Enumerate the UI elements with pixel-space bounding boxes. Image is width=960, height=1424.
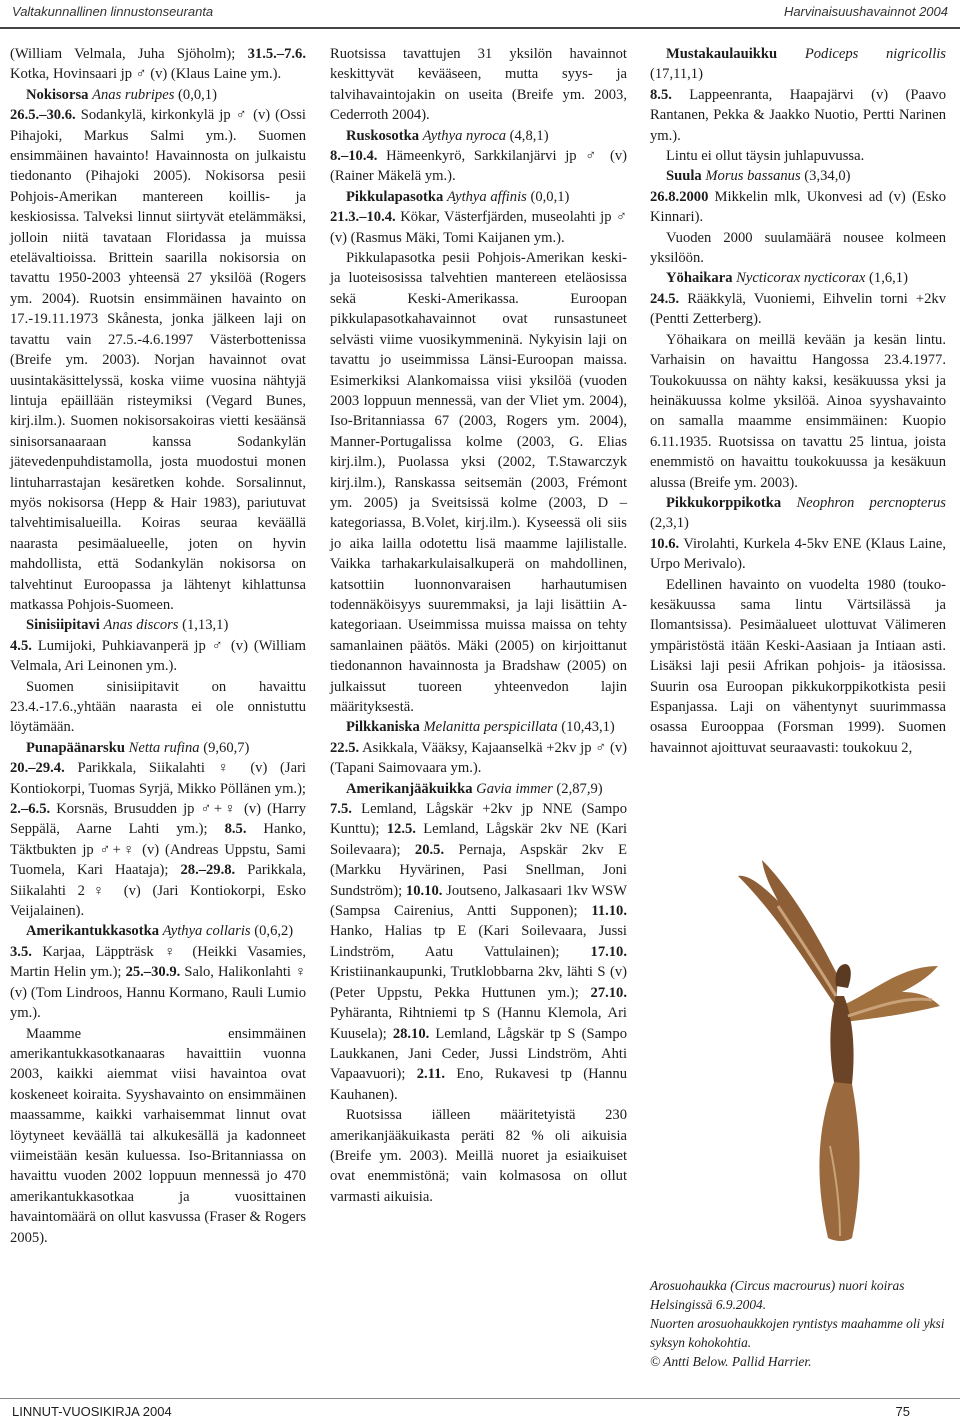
observation-record: [10, 44, 306, 85]
record-counts: (9,60,7): [199, 739, 250, 756]
observation-date: 4.5.: [10, 637, 32, 654]
observation-record: [650, 85, 946, 146]
record-counts: (17,11,1): [650, 66, 703, 83]
observation-date: 10.6.: [650, 535, 680, 552]
paragraph: Edellinen havainto on vuodelta 1980 (touko-kesäkuussa sama lintu Värtsilässä ja Ilomantsissa). Pesimäalueet ulottuvat Välimeren ympäristöstä itään Keski-Aasiaan ja Intiaan asti. Lisäksi laji pesii Afrikan pohjois- ja itäosissa. Suurin osa Euroopan pikkukorppikotkista pesii Espanjassa. Laji on vähentynyt suurimmassa osassa Eurooppaa (Forsman 1999). Suomen havainnot ajoittuvat seuraavasti: toukokuu 2,: [650, 576, 946, 756]
record-text: Asikkala, Vääksy, Kajaanselkä +2kv jp ♂ (v) (Tapani Saimovaara ym.).: [330, 739, 627, 777]
observation-record: [10, 636, 306, 677]
observation-record: [650, 534, 946, 575]
record-text: Joutseno, Jalkasaari 1kv WSW (Sampsa Cairenius, Antti Supponen);: [330, 882, 627, 920]
observation-date: 2.–6.5.: [10, 801, 51, 818]
observation-date: 10.10.: [405, 882, 443, 899]
species-name: Amerikanjääkuikka: [346, 780, 477, 797]
observation-date: 8.5.: [224, 821, 247, 838]
caption-credit: © Antti Below. Pallid Harrier.: [650, 1354, 812, 1369]
scientific-name: Anas rubripes: [92, 86, 175, 103]
paragraph: Maamme ensimmäinen amerikantukkasotkanaaras havaittiin vuonna 2003, kaikki aiemmat viisi havaintoa ovat koskeneet koiraita. Syyshavainto on ensimmäinen maassamme, kaikki varhaisemmat linnut ovat löytyneet keväällä tai alkukesällä ja kadonneet viimeistään kesän kuluessa. Iso-Britanniassa on havaittu vuoden 2002 loppuun mennessä jo 470 amerikantukkasotkaa ja vuosittainen havaintomäärä on ollut kasvussa (Fraser & Rogers 2005).: [10, 1025, 306, 1246]
scientific-name: Netta rufina: [128, 739, 200, 756]
page-header: [0, 0, 960, 24]
species-heading: [330, 717, 627, 737]
page-number: 75: [895, 1404, 910, 1419]
species-heading: [650, 493, 946, 534]
observation-record: [330, 738, 627, 779]
observation-date: 21.3.–10.4.: [330, 209, 396, 226]
observation-record: [330, 207, 627, 248]
observation-date: 25.–30.9.: [125, 964, 181, 981]
record-counts: (4,8,1): [506, 127, 549, 144]
species-name: Sinisiipitavi: [26, 617, 104, 634]
observation-date: 12.5.: [386, 821, 416, 838]
photo-caption: [650, 1276, 946, 1371]
observation-record: [650, 289, 946, 330]
observation-date: 3.5.: [10, 943, 32, 960]
record-text: Pernaja, Aspskär 2kv E (Markku Hyvärinen, Pasi Snellman, Joni Sundström);: [330, 841, 627, 899]
record-text: Salo, Halikonlahti ♀ (v) (Tom Lindroos, Hannu Kormano, Rauli Lumio ym.).: [10, 964, 306, 1022]
observation-record: [330, 146, 627, 187]
record-text: Korsnäs, Brusudden jp ♂+♀ (v) (Harry Seppälä, Aarne Lahti ym.);: [10, 801, 306, 838]
record-text: Ruotsissa tavattujen 31 yksilön havainnot keskittyvät kevääseen, mutta syys- ja talvihavaintojakin on useita (Breife ym. 2003, Cederroth 2004).: [330, 46, 627, 124]
observation-date: 27.10.: [590, 984, 627, 1001]
scientific-name: Aythya collaris: [162, 923, 251, 940]
observation-date: 11.10.: [591, 903, 627, 920]
observation-record: [330, 799, 627, 1105]
species-name: Mustakaulauikku: [666, 46, 805, 62]
observation-record: [330, 44, 627, 126]
observation-record: [650, 187, 946, 228]
species-name: Punapäänarsku: [26, 739, 129, 756]
observation-date: 7.5.: [330, 801, 352, 818]
species-name: Ruskosotka: [346, 127, 423, 144]
record-text: Sodankylä, kirkonkylä jp ♂ (v) (Ossi Pihajoki, Markus Salmi ym.). Suomen ensimmäinen havainto! Havainnosta on julkaistu tiedonanto (Pihajoki 2005). Nokisorsa pesii Pohjois-Amerikan mantereen koillis- ja keskiosissa. Talveksi linnut siirtyvät etelämmäksi, jolloin niitä tavataan Floridassa ja muissa etelävaltioissa. Brittein saarilla nokisorsia on tavattu 1950-2003 yhteensä 27 yksilöä (Rogers ym. 2004). Ruotsin ensimmäinen havainto on 17.-19.11.1973 Skånesta, jonka jälkeen laji on tavattu vain 27.5.-4.6.1997 Västerbottenissa (Breife ym. 2003). Norjan havainnot ovat uusintakäsittelyssä, koska viime vuosina nähtyjä lintuja epäillään risteymiksi (Vegard Bunes, kirj.ilm.). Suomen nokisorsakoiras vietti kesäänsä sinisorsanaaraan kanssa Sodankylän jätevedenpuhdistamolla, josta muodostui monen lintuharrastajan kesäretken kohde. Sorsalinnut, myös nokisorsa (Hepp & Hair 1983), pariutuvat talvehtimisalueilla. Koiras seuraa keväällä naarasta pesimäalueelle, joten on hyvin mahdollista, että Sodankylän nokisorsa on talvehtinut Euroopassa ja lähtenyt kihlattunsa matkassa Pohjois-Suomeen.: [10, 107, 306, 613]
record-text: Rääkkylä, Vuoniemi, Eihvelin torni +2kv (Pentti Zetterberg).: [650, 290, 946, 328]
scientific-name: Podiceps nigricollis: [804, 46, 946, 62]
species-name: Amerikantukkasotka: [26, 923, 163, 940]
observation-date: 24.5.: [650, 290, 680, 307]
record-text: Hanko, Täktbukten jp ♂+♀ (v) (Andreas Uppstu, Sami Tuomela, Kari Haataja);: [10, 821, 306, 879]
record-counts: (3,34,0): [800, 168, 851, 185]
scientific-name: Nycticorax nycticorax: [736, 270, 866, 287]
record-text: Pyhäranta, Rihtniemi tp S (Hannu Klemola, Ari Kuusela);: [330, 1005, 627, 1042]
observation-date: 17.10.: [590, 943, 627, 960]
header-series-title: Valtakunnallinen linnustonseuranta: [12, 4, 214, 19]
record-text: Parikkala, Siikalahti 2♀ (v) (Jari Kontiokorpi, Esko Veijalainen).: [10, 862, 306, 920]
record-text: Karjaa, Läppträsk ♀ (Heikki Vasamies, Martin Helin ym.);: [10, 943, 306, 981]
record-counts: (0,0,1): [174, 86, 217, 103]
species-heading: [650, 44, 946, 85]
species-name: Yöhaikara: [666, 270, 737, 287]
record-counts: (1,13,1): [178, 617, 229, 634]
record-counts: (0,0,1): [526, 188, 570, 205]
record-counts: (2,3,1): [650, 515, 689, 532]
harrier-silhouette: [738, 860, 940, 1241]
record-text: Eno, Rukavesi tp (Hannu Kauhanen).: [330, 1066, 627, 1103]
record-text: Mikkelin mlk, Ukonvesi ad (v) (Esko Kinnari).: [650, 188, 946, 226]
record-text: Lappeenranta, Haapajärvi (v) (Paavo Rantanen, Pekka & Jaakko Nuotio, Pertti Narinen ym.).: [650, 86, 946, 144]
observation-date: 20.–29.4.: [10, 760, 65, 777]
header-section-title: Harvinaisuushavainnot 2004: [783, 4, 948, 19]
observation-record: [10, 758, 306, 921]
caption-line-1: Arosuohaukka (Circus macrourus) nuori koiras Helsingissä 6.9.2004.: [650, 1278, 905, 1312]
footer-publication: LINNUT-VUOSIKIRJA 2004: [12, 1404, 172, 1419]
observation-date: 2.11.: [416, 1066, 446, 1083]
paragraph: Lintu ei ollut täysin juhlapuvussa.: [666, 148, 865, 165]
species-name: Suula: [666, 168, 706, 185]
scientific-name: Aythya nyroca: [422, 127, 506, 144]
species-heading: [10, 921, 306, 941]
record-counts: (2,87,9): [552, 780, 603, 797]
record-text: Lumijoki, Puhkiavanperä jp ♂ (v) (William Velmala, Ari Leinonen ym.).: [10, 637, 306, 675]
scientific-name: Melanitta perspicillata: [423, 719, 558, 736]
record-text: Kotka, Hovinsaari jp ♂ (v) (Klaus Laine ym.).: [10, 66, 282, 83]
record-text: Parikkala, Siikalahti ♀ (v) (Jari Kontiokorpi, Tuomas Syrjä, Mikko Pöllänen ym.);: [10, 760, 306, 797]
record-text: Hämeenkyrö, Sarkkilanjärvi jp ♂ (v) (Rainer Mäkelä ym.).: [330, 148, 627, 185]
observation-date: 26.5.–30.6.: [10, 107, 76, 124]
species-heading: [10, 615, 306, 635]
species-heading: [330, 126, 627, 146]
observation-date: 8.–10.4.: [330, 148, 378, 165]
observation-date: 31.5.–7.6.: [247, 46, 306, 62]
record-counts: (1,6,1): [865, 270, 908, 287]
paragraph: Yöhaikara on meillä kevään ja kesän lintu. Varhaisin on havaittu Hangossa 23.4.1977. Toukokuussa on nähty kaksi, kesäkuussa yksi ja heinäkuussa kolme yksilöä. Ainoa syyshavainto on samalla maamme ensimmäinen: Kuopio 6.11.1935. Ruotsissa on tavattu 25 lintua, joista enemmistö on havaittu toukokuussa ja kesäkuun alussa (Breife ym. 2003).: [650, 331, 946, 491]
observation-date: 26.8.2000: [650, 188, 709, 205]
record-text: Kristiinankaupunki, Trutklobbarna 2kv, lähti S (v) (Peter Uppstu, Pekka Huttunen ym.);: [330, 964, 627, 1001]
observation-date: 28.–29.8.: [180, 862, 236, 879]
text-column-2: [330, 44, 627, 1207]
observation-record: [10, 105, 306, 615]
species-heading: [330, 779, 627, 799]
species-name: Nokisorsa: [26, 86, 93, 103]
footer-divider: [0, 1398, 960, 1399]
record-text: Lemland, Lågskär +2kv jp NNE (Sampo Kunttu);: [330, 801, 627, 838]
species-heading: [330, 187, 627, 207]
record-text: Virolahti, Kurkela 4-5kv ENE (Klaus Laine, Urpo Merivalo).: [650, 535, 946, 573]
record-text: Lemland, Lågskär tp S (Sampo Laukkanen, Jani Ceder, Jussi Lindström, Ahti Vapaavuori);: [330, 1025, 627, 1083]
scientific-name: Anas discors: [103, 617, 179, 634]
paragraph: Suomen sinisiipitavit on havaittu 23.4.-17.6.,yhtään naarasta ei ole onnistuttu löytämään.: [10, 678, 306, 736]
record-text: (William Velmala, Juha Sjöholm);: [10, 46, 248, 62]
scientific-name: Aythya affinis: [446, 188, 527, 205]
species-heading: [650, 166, 946, 186]
flying-harrier-image: [718, 846, 950, 1256]
species-name: Pikkukorppikotka: [666, 494, 797, 511]
species-name: Pilkkaniska: [346, 719, 424, 736]
species-heading: [10, 738, 306, 758]
record-text: Lemland, Lågskär 2kv NE (Kari Soilevaara);: [330, 821, 627, 858]
scientific-name: Morus bassanus: [705, 168, 801, 185]
scientific-name: Gavia immer: [476, 780, 553, 797]
record-text: Hanko, Halias tp E (Kari Soilevaara, Jussi Lindström, Aatu Vattulainen);: [330, 923, 627, 960]
record-counts: (10,43,1): [557, 719, 615, 736]
caption-line-2: Nuorten arosuohaukkojen ryntistys maahamme oli yksi syksyn kohokohtia.: [650, 1316, 945, 1350]
observation-record: [10, 942, 306, 1024]
paragraph: Ruotsissa iälleen määritetyistä 230 amerikanjääkuikasta peräti 82 % oli aikuisia (Breife ym. 2003). Meillä nuoret ja esiaikuiset ovat enemmistönä; vain kolmasosa on ollut varmasti aikuisia.: [330, 1107, 627, 1205]
species-name: Pikkulapasotka: [346, 188, 447, 205]
observation-date: 28.10.: [392, 1025, 430, 1042]
species-heading: [10, 85, 306, 105]
species-heading: [650, 268, 946, 288]
page-footer: [0, 1398, 960, 1424]
paragraph: Vuoden 2000 suulamäärä nousee kolmeen yksilöön.: [650, 229, 946, 267]
observation-date: 8.5.: [650, 86, 672, 103]
record-counts: (0,6,2): [250, 923, 294, 940]
observation-date: 20.5.: [414, 841, 445, 858]
text-column-3: [650, 44, 946, 758]
paragraph: Pikkulapasotka pesii Pohjois-Amerikan keski- ja luoteisosissa talvehtien mantereen eteläosissa sekä Keski-Amerikassa. Euroopan pikkulapasotkahavainnot ovat runsastuneet selvästi viime vuosikymmeninä. Nykyisin laji on tavattu jo useimmissa Länsi-Euroopan maissa. Esimerkiksi Alankomaissa viisi yksilöä (vuoden 2003 loppuun mennessä, van der Vliet ym. 2004), Iso-Britanniassa 67 (2003, Rogers ym. 2004), Manner-Portugalissa kolme (2003, G. Elias kirj.ilm.), Puolassa yksi (2002, T.Stawarczyk kirj.ilm.), Ranskassa seitsemän (2003, Frémont ym. 2005) ja Sveitsissä kolme (2003, D – kategoriassa, B.Volet, kirj.ilm.). Kyseessä oli siis jo aika lailla odotettu lisä maamme lajilistalle. Vaikka tarhakarkulaisalkuperä on mahdollinen, katsottiin luonnonvaraisen harhautumisen todennäköisyys suuremmaksi, ja laji lisättiin A-kategoriaan. Useimmissa muissa maissa on tehty samanlainen päätös. Mäki (2005) on kirjoittanut tiedonannon havainnosta ja Bradshaw (2005) on julkaissut tuoreen yhteenvedon lajin määrityksestä.: [330, 250, 627, 715]
text-column-1: [10, 44, 306, 1248]
scientific-name: Neophron percnopterus: [796, 494, 946, 511]
header-divider: [0, 27, 960, 29]
observation-date: 22.5.: [330, 739, 360, 756]
record-text: Kökar, Västerfjärden, museolahti jp ♂ (v) (Rasmus Mäki, Tomi Kaijanen ym.).: [330, 209, 627, 246]
